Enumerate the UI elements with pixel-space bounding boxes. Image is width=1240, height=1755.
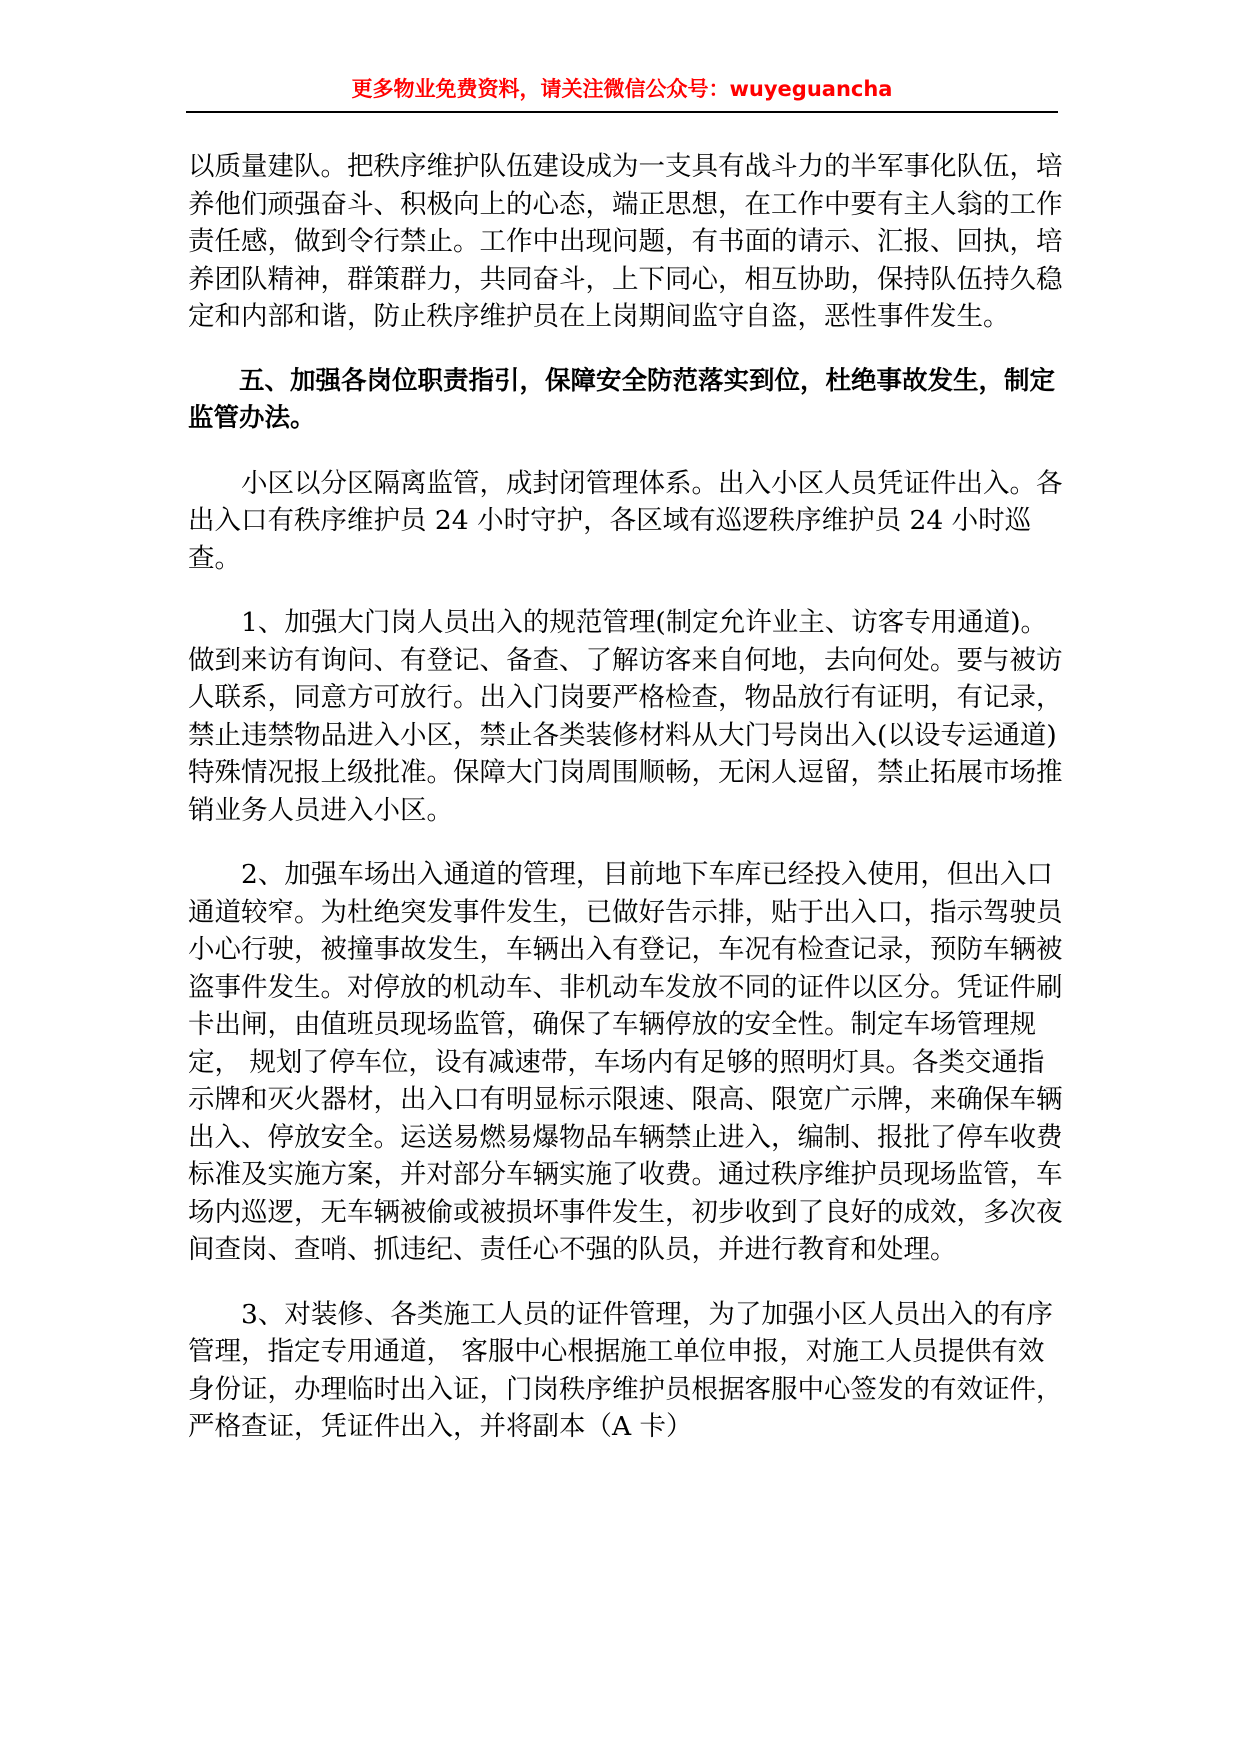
promo-banner: 更多物业免费资料，请关注微信公众号：wuyeguancha [351,77,893,101]
header-divider [186,111,1058,113]
paragraph-item-3: 3、对装修、各类施工人员的证件管理，为了加强小区人员出入的有序管理，指定专用通道， 客服中心根据施工单位申报，对施工人员提供有效身份证，办理临时出入证，门岗秩序维护员根据客服中心签发的有效证件，严格查证，凭证件出入，并将副本（A 卡） [188,1298,1063,1442]
section-heading-5: 五、加强各岗位职责指引，保障安全防范落实到位，杜绝事故发生，制定监管办法。 [188,365,1056,433]
paragraph-item-1: 1、加强大门岗人员出入的规范管理(制定允许业主、访客专用通道)。做到来访有询问、有登记、备查、了解访客来自何地，去向何处。要与被访人联系，同意方可放行。出入门岗要严格检查，物品放行有证明，有记录，禁止违禁物品进入小区，禁止各类装修材料从大门号岗出入(以设专运通道)特殊情况报上级批准。保障大门岗周围顺畅，无闲人逗留，禁止拓展市场推销业务人员进入小区。 [188,607,1063,826]
paragraph-item-2: 2、加强车场出入通道的管理，目前地下车库已经投入使用，但出入口通道较窄。为杜绝突发事件发生，已做好告示排，贴于出入口，指示驾驶员小心行驶，被撞事故发生，车辆出入有登记，车况有检查记录，预防车辆被盗事件发生。对停放的机动车、非机动车发放不同的证件以区分。凭证件刷卡出闸，由值班员现场监管，确保了车辆停放的安全性。制定车场管理规定， 规划了停车位，设有减速带，车场内有足够的照明灯具。各类交通指示牌和灭火器材，出入口有明显标示限速、限高、限宽广示牌，来确保车辆出入、停放安全。运送易燃易爆物品车辆禁止进入，编制、报批了停车收费标准及实施方案，并对部分车辆实施了收费。通过秩序维护员现场监管，车场内巡逻，无车辆被偷或被损坏事件发生，初步收到了良好的成效，多次夜间查岗、查哨、抓违纪、责任心不强的队员，并进行教育和处理。 [188,859,1063,1265]
paragraph-intro: 以质量建队。把秩序维护队伍建设成为一支具有战斗力的半军事化队伍，培养他们顽强奋斗、积极向上的心态，端正思想，在工作中要有主人翁的工作责任感，做到令行禁止。工作中出现问题，有书面的请示、汇报、回执，培养团队精神，群策群力，共同奋斗，上下同心，相互协助，保持队伍持久稳定和内部和谐，防止秩序维护员在上岗期间监守自盗，恶性事件发生。 [188,151,1063,332]
document-body [188,148,1068,1473]
paragraph-overview: 小区以分区隔离监管，成封闭管理体系。出入小区人员凭证件出入。各出入口有秩序维护员 24 小时守护，各区域有巡逻秩序维护员 24 小时巡查。 [188,467,1063,574]
